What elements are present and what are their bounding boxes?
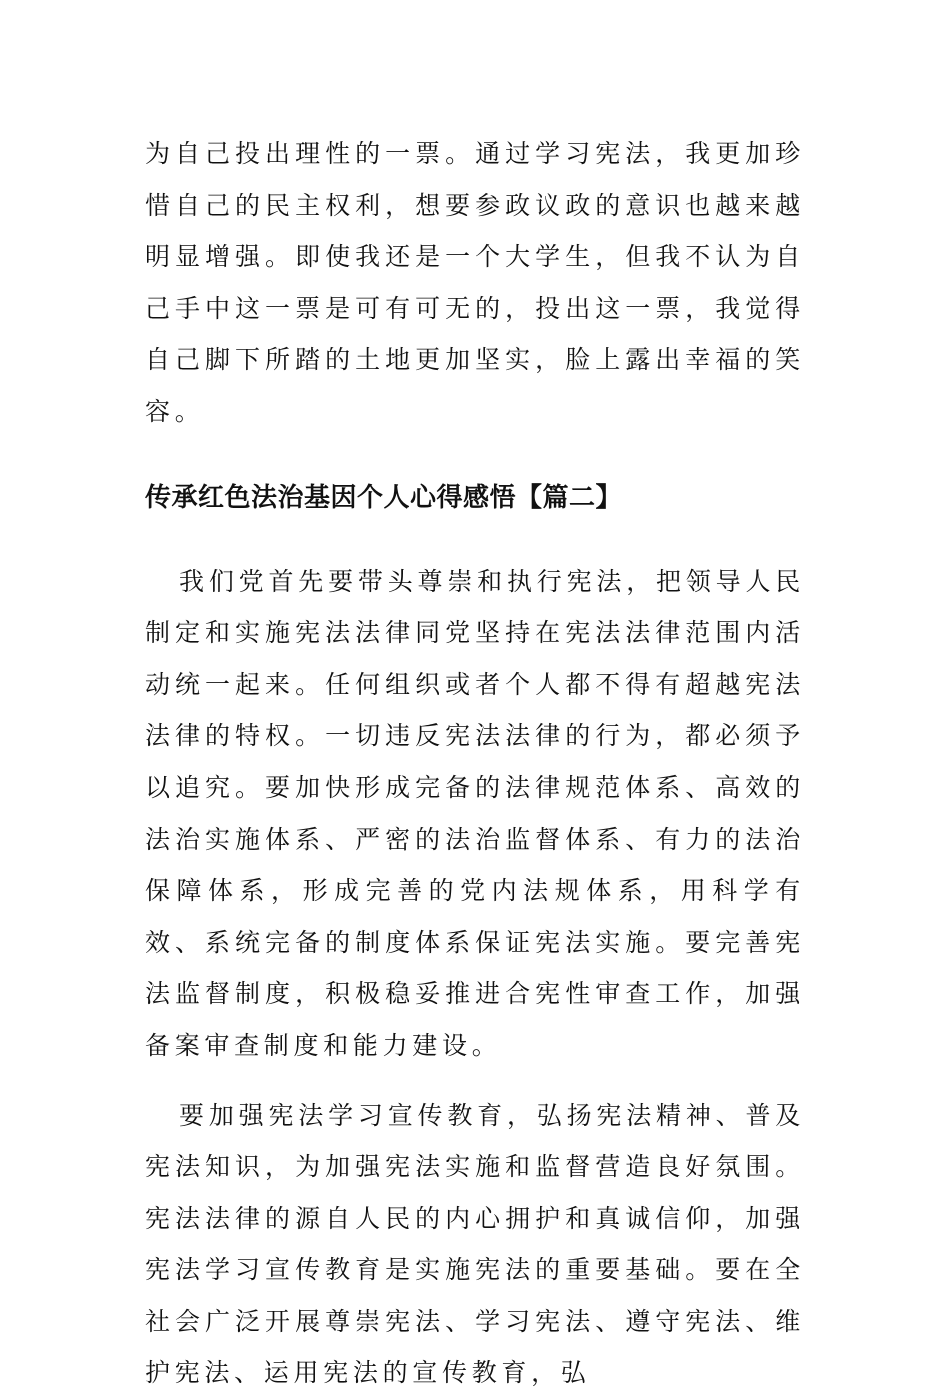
section-title: 传承红色法治基因个人心得感悟【篇二】 (145, 478, 805, 518)
paragraph-gap (145, 1072, 805, 1090)
paragraph-constitution-education: 要加强宪法学习宣传教育，弘扬宪法精神、普及宪法知识，为加强宪法实施和监督营造良好氛围。宪法法律的源自人民的内心拥护和真诚信仰，加强宪法学习宣传教育是实施宪法的重要基础。要在全社会广泛开展尊崇宪法、学习宪法、遵守宪法、维护宪法、运用宪法的宣传教育，弘 (145, 1090, 805, 1399)
paragraph-constitution-enforcement: 我们党首先要带头尊崇和执行宪法，把领导人民制定和实施宪法法律同党坚持在宪法法律范围内活动统一起来。任何组织或者个人都不得有超越宪法法律的特权。一切违反宪法法律的行为，都必须予以追究。要加快形成完备的法律规范体系、高效的法治实施体系、严密的法治监督体系、有力的法治保障体系，形成完善的党内法规体系，用科学有效、系统完备的制度体系保证宪法实施。要完善宪法监督制度，积极稳妥推进合宪性审查工作，加强备案审查制度和能力建设。 (145, 556, 805, 1072)
paragraph-continued: 为自己投出理性的一票。通过学习宪法，我更加珍惜自己的民主权利，想要参政议政的意识也越来越明显增强。即使我还是一个大学生，但我不认为自己手中这一票是可有可无的，投出这一票，我觉得自己脚下所踏的土地更加坚实，脸上露出幸福的笑容。 (145, 128, 805, 438)
document-body (145, 128, 805, 1399)
